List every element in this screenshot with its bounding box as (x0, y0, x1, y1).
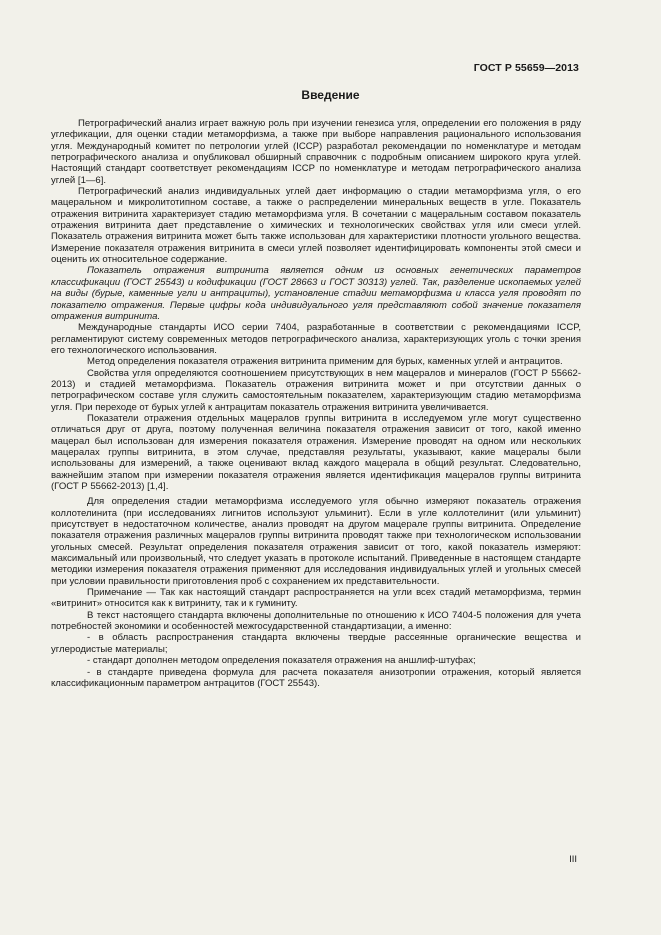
paragraph: Показатели отражения отдельных мацералов группы витринита в исследуемом угле могут существенно отличаться друг от друга, поэтому полученная величина показателя отражения зависит от того, какой именно мацерал был использован для измерения показателя отражения. Измерение проводят на одном или нескольких мацералах группы витринита, в этом случае, представляя результаты, указывают, какие мацералы были использованы для измерений, а также оценивают вклад каждого мацерала в общий результат. Следовательно, важнейшим этапом при измерении показателя отражения является идентификация мацералов группы витринита (ГОСТ Р 55662-2013) [1,4]. (51, 412, 581, 492)
standard-code: ГОСТ Р 55659—2013 (473, 62, 579, 74)
paragraph: Петрографический анализ индивидуальных углей дает информацию о стадии метаморфизма угля, о его мацеральном и микролитотипном составе, а также о распределении минеральных веществ в угле. Показатель отражения витринита характеризует стадию метаморфизма угля. В сочетании с мацеральным составом показатель отражения витринита дает представление о химических и технологических свойствах угля или смеси углей. Показатель отражения витринита может быть также использован для характеристики плотности угольного вещества. Измерение показателя отражения витринита в смеси углей позволяет идентифицировать компоненты этой смеси и оценить их относительное содержание. (51, 186, 581, 266)
paragraph-italic: Показатель отражения витринита является одним из основных генетических параметров классификации (ГОСТ 25543) и кодификации (ГОСТ 28663 и ГОСТ 30313) углей. Так, разделение ископаемых углей на виды (бурые, каменные угли и антрациты), установление стадии метаморфизма и класса угля проводят по показателю отражения. Первые цифры кода индивидуального угля представляют собой значение показателя отражения витринита. (51, 265, 581, 322)
list-item: - в область распространения стандарта включены твердые рассеянные органические вещества и углеродистые материалы; (51, 632, 581, 655)
page-number: III (569, 854, 577, 865)
list-item: - стандарт дополнен методом определения показателя отражения на аншлиф-штуфах; (87, 655, 476, 667)
paragraph: Международные стандарты ИСО серии 7404, разработанные в соответствии с рекомендациями ICCP, регламентируют систему современных методов петрографического анализа, характеризующих уголь с точки зрения его технологического использования. (51, 322, 581, 356)
paragraph: Свойства угля определяются соотношением присутствующих в нем мацералов и минералов (ГОСТ Р 55662-2013) и стадией метаморфизма. Показатель отражения витринита может и при отсутствии данных о петрографическом составе угля служить самостоятельным показателем, характеризующим стадию метаморфизма угля. При переходе от бурых углей к антрацитам показатель отражения витринита увеличивается. (51, 367, 581, 413)
paragraph: Для определения стадии метаморфизма исследуемого угля обычно измеряют показатель отражения коллотелинита (при исследованиях лигнитов используют ульминит). Если в угле коллотелинит (или ульминит) присутствует в недостаточном количестве, анализ проводят на другом мацерале группы витринита. Определение показателя отражения различных мацералов группы витринита проводят также при технологическом использовании угольных смесей. Результат определения показателя отражения зависит от того, какой показатель измеряют: максимальный или произвольный, что следует указать в протоколе испытаний. Приведенные в настоящем стандарте методики измерения показателя отражения применяют для исследования индивидуальных углей и угольных смесей при условии правильности приготовления проб с сохранением их представительности. (51, 496, 581, 587)
paragraph: Метод определения показателя отражения витринита применим для бурых, каменных углей и антрацитов. (87, 356, 563, 368)
paragraph: В текст настоящего стандарта включены дополнительные по отношению к ИСО 7404-5 положения для учета потребностей экономики и особенностей межгосударственной стандартизации, а именно: (51, 609, 581, 633)
document-body (51, 118, 581, 689)
paragraph: Петрографический анализ играет важную роль при изучении генезиса угля, определении его положения в ряду углефикации, для оценки стадии метаморфизма, а также при выборе направления рационального использования угля. Международный комитет по петрологии углей (ICCP) разработал рекомендации по номенклатуре и методам петрографического анализа и опубликовал обширный справочник с подробным описанием широкого круга углей. Настоящий стандарт соответствует рекомендациям ICCP по номенклатуре и методам петрографического анализа углей [1—6]. (51, 118, 581, 186)
list-item: - в стандарте приведена формула для расчета показателя анизотропии отражения, который является классификационным параметром антрацитов (ГОСТ 25543). (51, 666, 581, 689)
note-paragraph: Примечание — Так как настоящий стандарт распространяется на угли всех стадий метаморфизма, термин «витринит» относится как к витриниту, так и к гуминиту. (51, 587, 581, 610)
section-title: Введение (301, 88, 360, 102)
